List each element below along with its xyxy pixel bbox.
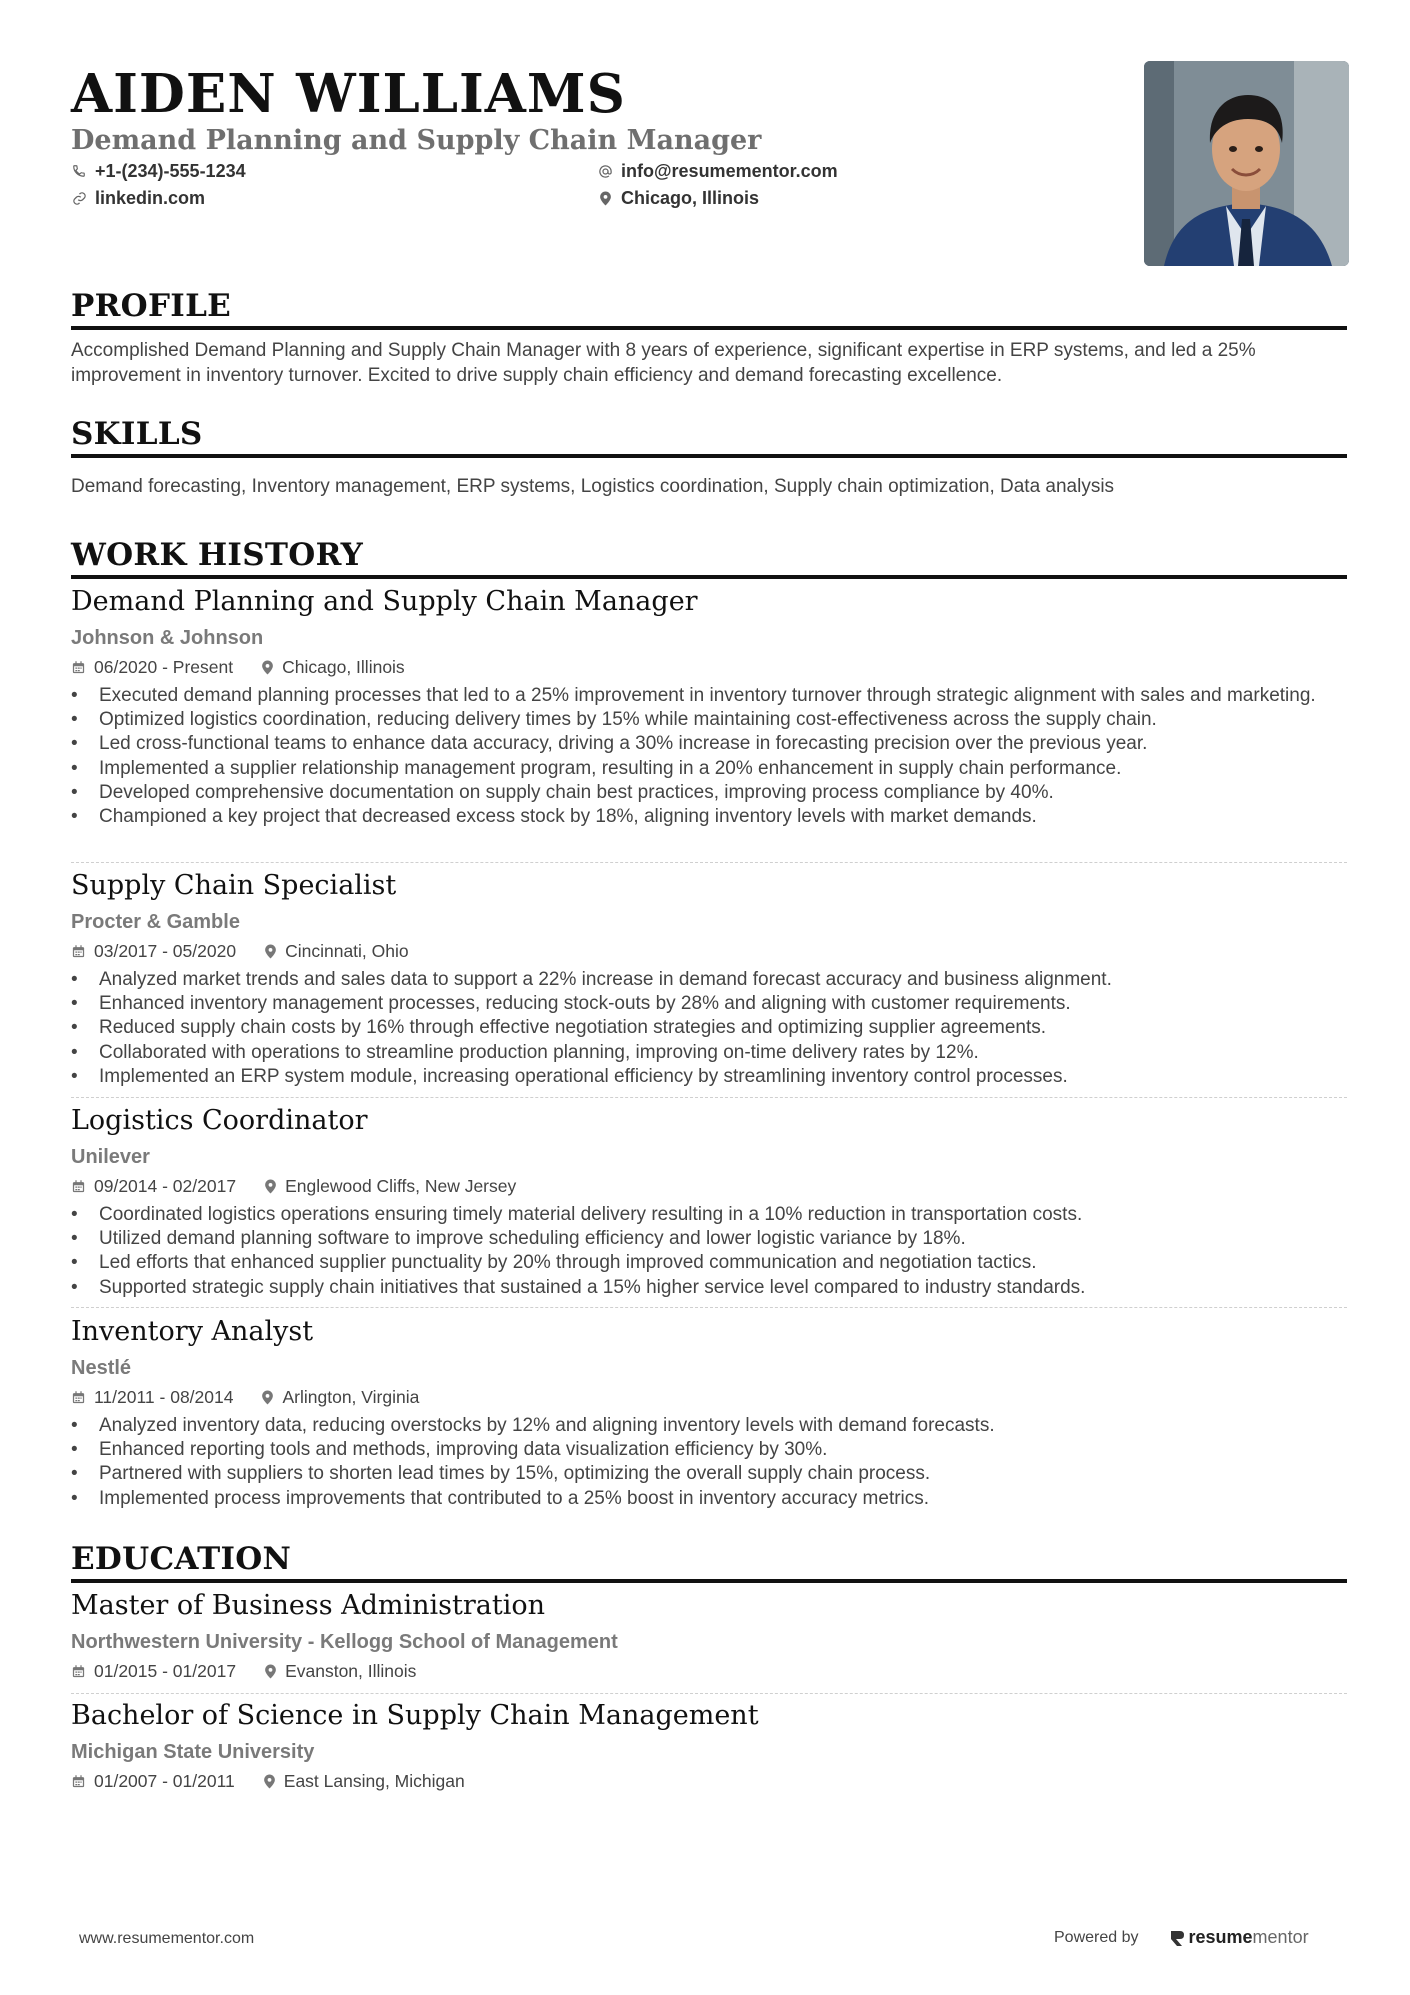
skills-heading: SKILLS: [71, 416, 1347, 458]
resume-page: [71, 0, 1347, 1791]
job-meta: [71, 656, 1347, 678]
job-location-text: Englewood Cliffs, New Jersey: [285, 1176, 517, 1196]
education-dates-text: 01/2007 - 01/2011: [94, 1771, 235, 1791]
list-item: • Led efforts that enhanced supplier punctuality by 20% through improved communication and negotiation tactics.: [71, 1251, 1347, 1275]
education-divider: [71, 1693, 1347, 1694]
work-history-heading: WORK HISTORY: [71, 537, 1347, 579]
job-bullets: [71, 1414, 1347, 1511]
list-item: • Partnered with suppliers to shorten lead times by 15%, optimizing the overall supply chain process.: [71, 1462, 1347, 1486]
job-location: [261, 656, 405, 678]
location-pin-icon: [264, 944, 277, 959]
contact-phone: [71, 160, 246, 182]
education-meta: [71, 1770, 1347, 1792]
job-bullets: [71, 968, 1347, 1089]
list-item: • Collaborated with operations to streamline production planning, improving on-time delivery rates by 12%.: [71, 1041, 1347, 1065]
candidate-title: Demand Planning and Supply Chain Manager: [71, 125, 762, 156]
job-entry: [71, 1104, 1347, 1300]
list-item: • Analyzed market trends and sales data to support a 22% increase in demand forecast accuracy and business alignment.: [71, 968, 1347, 992]
work-history-section: [71, 537, 1347, 579]
list-item: • Developed comprehensive documentation on supply chain best practices, improving process compliance by 40%.: [71, 781, 1347, 805]
link-icon: [71, 190, 87, 206]
list-item: • Led cross-functional teams to enhance data accuracy, driving a 30% increase in forecasting precision over the previous year.: [71, 732, 1347, 756]
powered-by-label: Powered by: [1054, 1928, 1139, 1946]
contact-email[interactable]: [597, 160, 838, 182]
job-divider: [71, 1307, 1347, 1308]
phone-text: +1-(234)-555-1234: [95, 161, 246, 181]
phone-icon: [71, 163, 87, 179]
list-item: • Implemented process improvements that contributed to a 25% boost in inventory accuracy metrics.: [71, 1487, 1347, 1511]
job-dates-text: 03/2017 - 05/2020: [94, 941, 237, 961]
profile-text: Accomplished Demand Planning and Supply Chain Manager with 8 years of experience, significant expertise in ERP systems, and led a 25% improvement in inventory turnover. Excited to drive supply chain efficiency and demand forecasting excellence.: [71, 340, 1256, 386]
job-company: Unilever: [71, 1146, 150, 1168]
job-dates-text: 11/2011 - 08/2014: [94, 1387, 234, 1407]
job-dates: [71, 1175, 236, 1197]
contact-location: [597, 187, 759, 209]
education-location: [263, 1770, 465, 1792]
education-degree: Master of Business Administration: [71, 1590, 546, 1621]
brand-mark-icon: [1169, 1929, 1185, 1947]
job-title: Logistics Coordinator: [71, 1105, 368, 1136]
location-pin-icon: [264, 1664, 277, 1679]
job-dates: [71, 1386, 233, 1408]
job-divider: [71, 1097, 1347, 1098]
brand-logo[interactable]: [1169, 1927, 1309, 1948]
list-item: • Executed demand planning processes that led to a 25% improvement in inventory turnover through strategic alignment with sales and marketing.: [71, 684, 1347, 708]
location-pin-icon: [261, 1390, 274, 1405]
calendar-icon: [71, 660, 86, 675]
calendar-icon: [71, 1390, 86, 1405]
education-school: Michigan State University: [71, 1741, 315, 1763]
education-meta: [71, 1660, 1347, 1682]
job-bullets: [71, 684, 1347, 829]
list-item: • Championed a key project that decreased excess stock by 18%, aligning inventory levels with market demands.: [71, 805, 1347, 829]
email-link[interactable]: info@resumementor.com: [621, 161, 838, 181]
education-location-text: Evanston, Illinois: [285, 1661, 417, 1681]
profile-section: [71, 288, 1347, 388]
list-item: • Reduced supply chain costs by 16% through effective negotiation strategies and optimizing supplier agreements.: [71, 1016, 1347, 1040]
calendar-icon: [71, 944, 86, 959]
job-company: Procter & Gamble: [71, 911, 240, 933]
education-heading: EDUCATION: [71, 1541, 1347, 1583]
list-item: • Supported strategic supply chain initiatives that sustained a 15% higher service level compared to industry standards.: [71, 1276, 1347, 1300]
job-meta: [71, 1386, 1347, 1408]
skills-text: Demand forecasting, Inventory management, ERP systems, Logistics coordination, Supply chain optimization, Data analysis: [71, 476, 1115, 497]
education-degree: Bachelor of Science in Supply Chain Management: [71, 1700, 759, 1731]
list-item: • Implemented a supplier relationship management program, resulting in a 20% enhancement in supply chain performance.: [71, 757, 1347, 781]
education-section: [71, 1541, 1347, 1583]
education-dates: [71, 1660, 236, 1682]
job-bullets: [71, 1203, 1347, 1300]
profile-photo: [1144, 61, 1349, 266]
brand-name-bold: resume: [1188, 1927, 1253, 1947]
list-item: • Utilized demand planning software to improve scheduling efficiency and lower logistic variance by 18%.: [71, 1227, 1347, 1251]
education-location: [264, 1660, 416, 1682]
footer-website[interactable]: www.resumementor.com: [79, 1930, 255, 1947]
list-item: • Enhanced reporting tools and methods, improving data visualization efficiency by 30%.: [71, 1438, 1347, 1462]
skills-section: [71, 416, 1347, 499]
job-dates-text: 09/2014 - 02/2017: [94, 1176, 237, 1196]
list-item: • Enhanced inventory management processes, reducing stock-outs by 28% and aligning with customer requirements.: [71, 992, 1347, 1016]
location-pin-icon: [597, 190, 613, 206]
job-location: [261, 1386, 419, 1408]
job-location-text: Arlington, Virginia: [282, 1387, 420, 1407]
footer-powered-by: [1054, 1927, 1309, 1948]
portrait-illustration: [1144, 61, 1349, 266]
job-company: Nestlé: [71, 1357, 132, 1379]
education-location-text: East Lansing, Michigan: [283, 1771, 465, 1791]
candidate-name: AIDEN WILLIAMS: [71, 63, 626, 125]
job-meta: [71, 940, 1347, 962]
list-item: • Coordinated logistics operations ensuring timely material delivery resulting in a 10% reduction in transportation costs.: [71, 1203, 1347, 1227]
education-dates-text: 01/2015 - 01/2017: [94, 1661, 237, 1681]
education-dates: [71, 1770, 235, 1792]
job-dates-text: 06/2020 - Present: [94, 657, 234, 677]
profile-heading: PROFILE: [71, 288, 1347, 330]
job-location-text: Cincinnati, Ohio: [285, 941, 409, 961]
calendar-icon: [71, 1664, 86, 1679]
resume-header: [71, 0, 1347, 270]
location-pin-icon: [264, 1179, 277, 1194]
contact-linkedin[interactable]: [71, 187, 205, 209]
education-entry: [71, 1699, 1347, 1792]
calendar-icon: [71, 1774, 86, 1789]
job-location-text: Chicago, Illinois: [282, 657, 405, 677]
calendar-icon: [71, 1179, 86, 1194]
job-entry: [71, 869, 1347, 1089]
brand-name-light: mentor: [1252, 1927, 1309, 1947]
job-dates: [71, 940, 236, 962]
job-title: Supply Chain Specialist: [71, 870, 397, 901]
job-title: Demand Planning and Supply Chain Manager: [71, 586, 698, 617]
job-entry: [71, 585, 1347, 829]
education-entry: [71, 1589, 1347, 1682]
job-title: Inventory Analyst: [71, 1316, 314, 1347]
list-item: • Analyzed inventory data, reducing overstocks by 12% and aligning inventory levels with demand forecasts.: [71, 1414, 1347, 1438]
list-item: • Implemented an ERP system module, increasing operational efficiency by streamlining inventory control processes.: [71, 1065, 1347, 1089]
job-dates: [71, 656, 233, 678]
linkedin-link[interactable]: linkedin.com: [95, 188, 206, 208]
at-icon: [597, 163, 613, 179]
job-meta: [71, 1175, 1347, 1197]
education-school: Northwestern University - Kellogg School of Management: [71, 1631, 618, 1653]
job-company: Johnson & Johnson: [71, 627, 264, 649]
location-pin-icon: [263, 1774, 276, 1789]
job-location: [264, 1175, 516, 1197]
location-pin-icon: [261, 660, 274, 675]
job-location: [264, 940, 409, 962]
job-divider: [71, 862, 1347, 863]
job-entry: [71, 1315, 1347, 1511]
list-item: • Optimized logistics coordination, reducing delivery times by 15% while maintaining cost-effectiveness across the supply chain.: [71, 708, 1347, 732]
location-text: Chicago, Illinois: [621, 188, 760, 208]
